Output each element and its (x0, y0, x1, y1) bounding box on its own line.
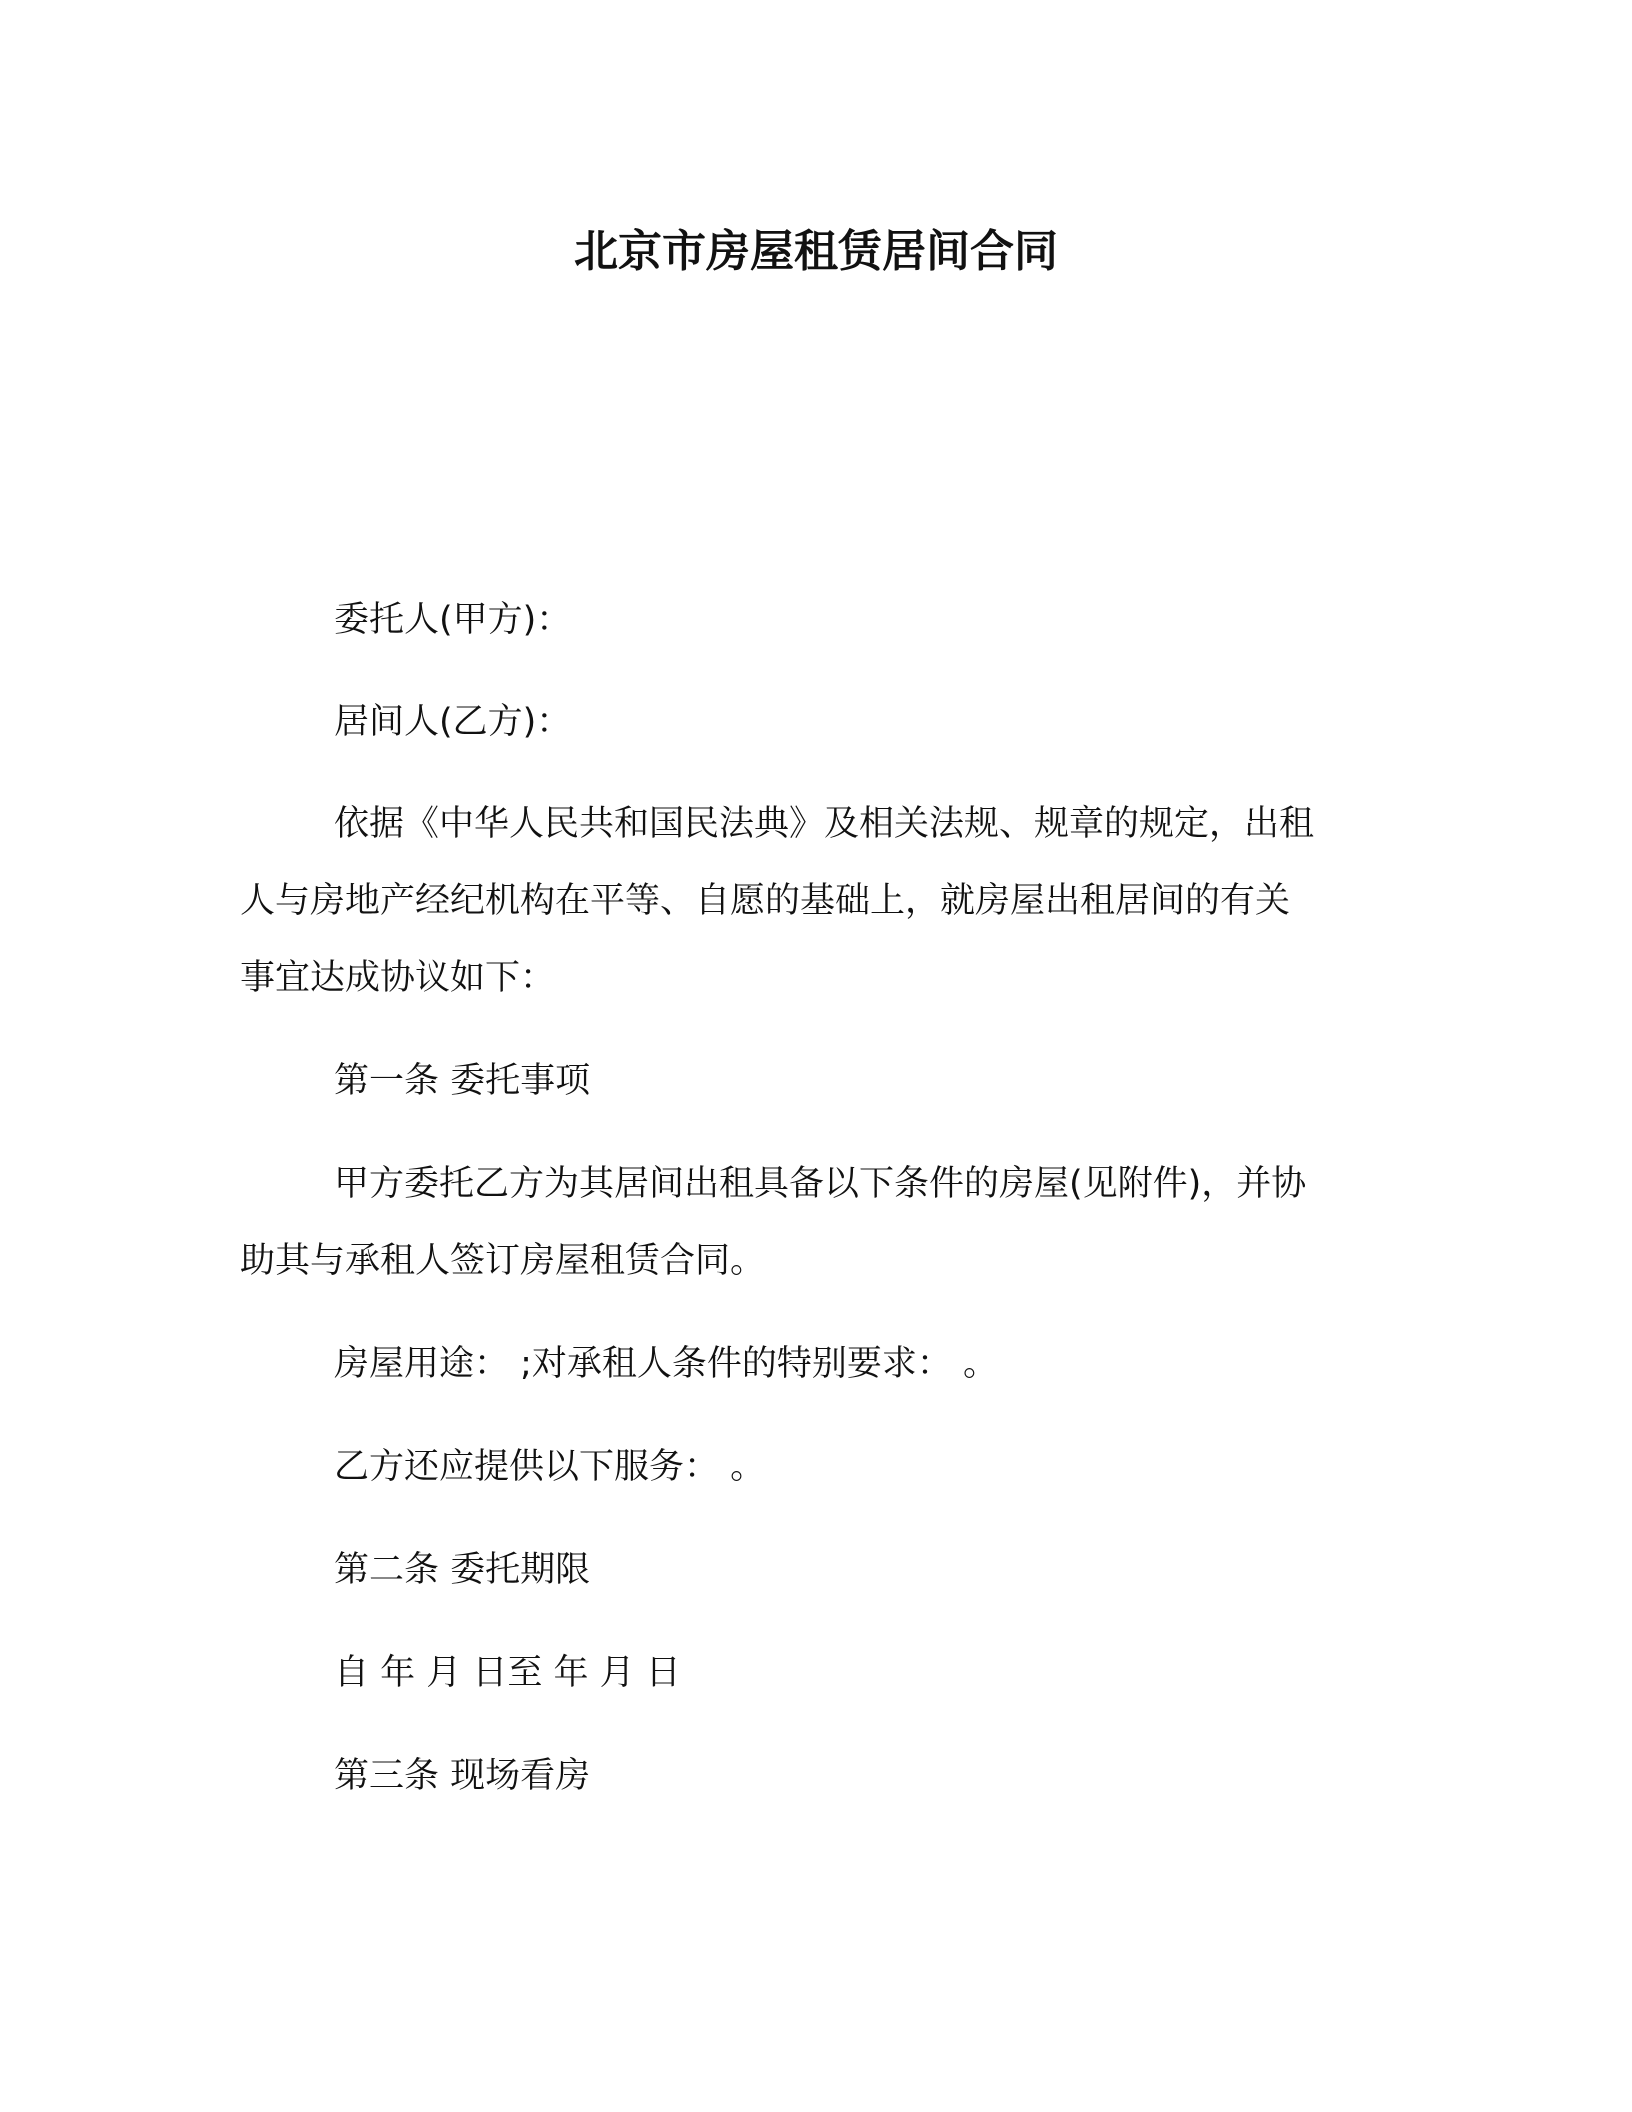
usage-requirements-line: 房屋用途： ;对承租人条件的特别要求： 。 (334, 1344, 999, 1384)
preamble-line-1: 依据《中华人民共和国民法典》及相关法规、规章的规定，出租 (334, 804, 1315, 844)
article-1-text-line-1: 甲方委托乙方为其居间出租具备以下条件的房屋(见附件)，并协 (334, 1164, 1307, 1204)
preamble-line-2: 人与房地产经纪机构在平等、自愿的基础上，就房屋出租居间的有关 (240, 881, 1291, 921)
preamble-line-3: 事宜达成协议如下： (240, 958, 556, 998)
article-3-heading: 第三条 现场看房 (334, 1756, 591, 1796)
term-dates-line: 自 年 月 日至 年 月 日 (334, 1653, 681, 1693)
contract-title: 北京市房屋租赁居间合同 (574, 226, 1058, 277)
article-1-text-line-2: 助其与承租人签订房屋租赁合同。 (240, 1241, 766, 1281)
article-2-heading: 第二条 委托期限 (334, 1550, 591, 1590)
party-b-label: 居间人(乙方)： (334, 702, 572, 742)
additional-services-line: 乙方还应提供以下服务： 。 (334, 1447, 766, 1487)
party-a-label: 委托人(甲方)： (334, 600, 572, 640)
article-1-heading: 第一条 委托事项 (334, 1061, 591, 1101)
